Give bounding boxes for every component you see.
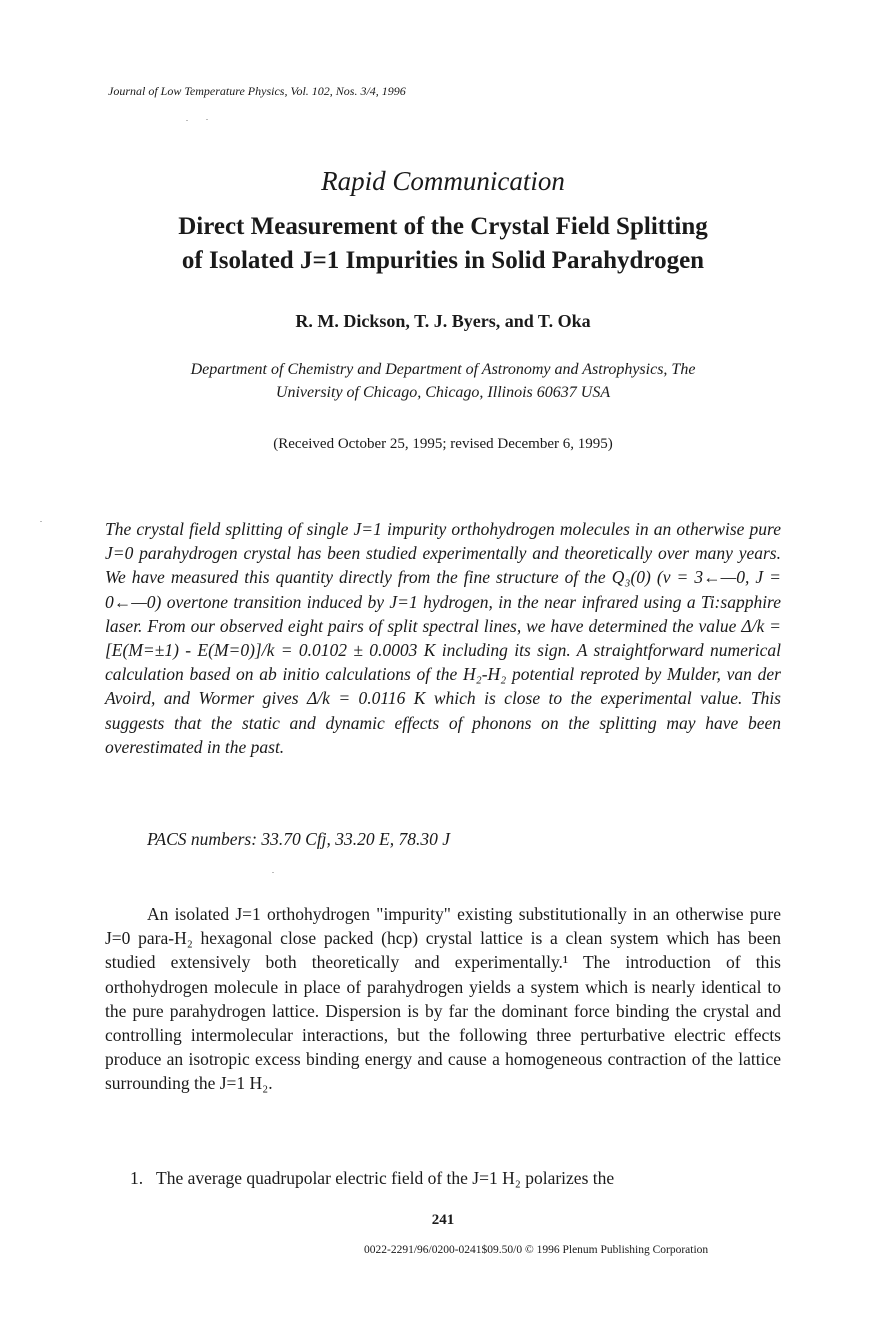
affiliation-line-2: University of Chicago, Chicago, Illinois 60637 USA (275, 384, 611, 401)
pacs-numbers: PACS numbers: 33.70 Cfj, 33.20 E, 78.30 J (147, 829, 451, 849)
title-line-2: of Isolated J=1 Impurities in Solid Parahydrogen (181, 247, 705, 274)
journal-citation: Journal of Low Temperature Physics, Vol. 102, Nos. 3/4, 1996 (108, 84, 406, 98)
copyright-line: 0022-2291/96/0200-0241$09.50/0 © 1996 Plenum Publishing Corporation (364, 1244, 709, 1256)
section-heading: Rapid Communication (321, 166, 565, 196)
scan-speck (40, 521, 42, 522)
scan-speck (206, 119, 208, 120)
affiliation (100, 358, 786, 404)
page-number: 241 (431, 1212, 455, 1228)
abstract-text: The crystal field splitting of single J=1 impurity orthohydrogen molecules in an otherwise pure J=0 parahydrogen crystal has been studied experimentally and theoretically over many years. We have measured this quantity directly from the fine structure of the Q₃(0) (v = 3←—0, J = 0←—0) overtone transition induced by J=1 hydrogen, in the near infrared using a Ti:sapphire laser. From our observed eight pairs of split spectral lines, we have determined the value Δ/k = [E(M=±1) - E(M=0)]/k = 0.0102 ± 0.0003 K including its sign. A straightforward numerical calculation based on ab initio calculations of the H₂-H₂ potential reproted by Mulder, van der Avoird, and Wormer gives Δ/k = 0.0116 K which is close to the experimental value. This suggests that the static and dynamic effects of phonons on the splitting may have been overestimated in the past. (105, 519, 781, 757)
scan-speck (272, 872, 274, 873)
abstract (105, 517, 781, 759)
title-line-1: Direct Measurement of the Crystal Field Splitting (178, 213, 708, 240)
affiliation-line-1: Department of Chemistry and Department of Astronomy and Astrophysics, The (190, 361, 696, 378)
list-item (130, 1168, 781, 1189)
body-text (105, 902, 781, 1096)
scan-speck (186, 120, 188, 121)
received-dates: (Received October 25, 1995; revised December 6, 1995) (273, 436, 613, 452)
article-title (60, 210, 826, 278)
list-item-number: 1. (130, 1168, 144, 1188)
body-paragraph-1: An isolated J=1 orthohydrogen "impurity" existing substitutionally in an otherwise pure J=0 para-H₂ hexagonal close packed (hcp) crystal lattice is a clean system which has been studied extensively both theoretically and experimentally.¹ The introduction of this orthohydrogen molecule in place of parahydrogen yields a system which is nearly identical to the pure parahydrogen lattice. Dispersion is by far the dominant force binding the crystal and controlling intermolecular interactions, but the following three perturbative electric effects produce an isotropic excess binding energy and cause a homogeneous contraction of the lattice surrounding the J=1 H₂. (105, 904, 781, 1094)
list-item-text: The average quadrupolar electric field of the J=1 H₂ polarizes the (156, 1168, 615, 1188)
author-list: R. M. Dickson, T. J. Byers, and T. Oka (295, 311, 591, 331)
